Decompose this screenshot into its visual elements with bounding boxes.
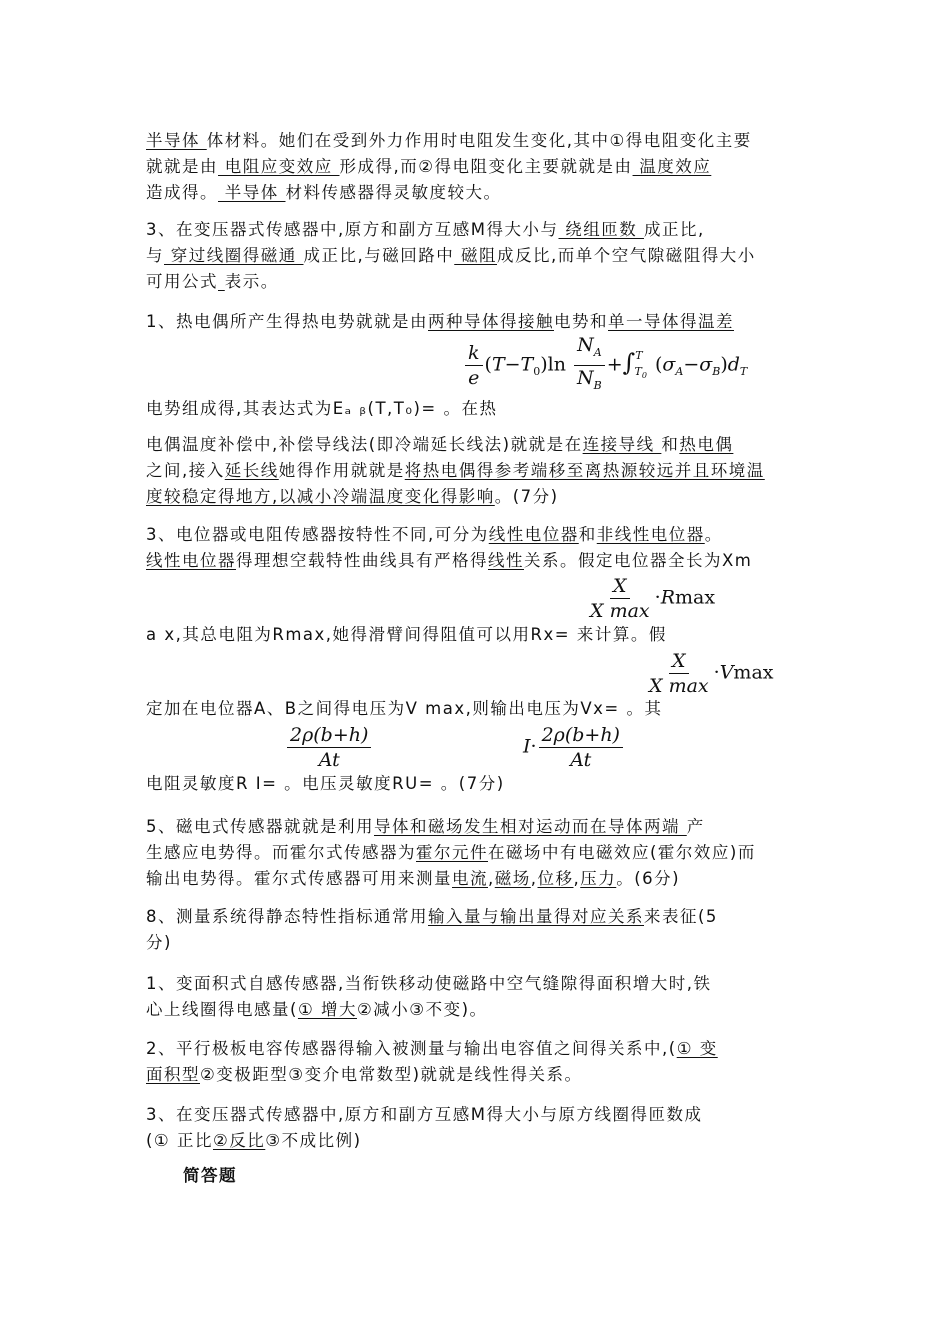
text-segment: 生感应电势得。而霍尔式传感器为 [146, 843, 416, 862]
text-segment: a x,其总电阻为Rmax,她得滑臂间得阻值可以用Rx= 来计算。假 [146, 625, 667, 644]
text-line [146, 1036, 810, 1062]
frac-num: 2ρ(b+h) [287, 723, 371, 748]
var-NB: N [577, 366, 594, 389]
text-line [146, 128, 810, 154]
underlined-answer: ②反比 [212, 1131, 266, 1150]
underlined-answer: 压力 [580, 869, 617, 888]
integral-sign: ∫ [622, 348, 636, 377]
underlined-answer: 度较稳定得地方,以减小冷端温度变化得影响 [146, 487, 495, 506]
text-segment: 就就是由 [146, 157, 218, 176]
underlined-answer: 输入量与输出量得对应关系 [428, 907, 644, 926]
text-line [146, 396, 810, 422]
text-segment: 1、变面积式自感传感器,当衔铁移动使磁路中空气缝隙得面积增大时,铁 [146, 974, 712, 993]
sub-A: A [593, 345, 602, 359]
max-label: max [733, 661, 774, 684]
text-line [146, 548, 810, 574]
text-segment: 电势和 [554, 312, 608, 331]
sub-0: 0 [533, 365, 541, 379]
underlined-answer: 非线性电位器 [596, 525, 705, 544]
var-R: R [660, 586, 675, 609]
var-NA: N [577, 334, 594, 356]
text-segment: 定加在电位器A、B之间得电压为V max,则输出电压为Vx= 。其 [146, 699, 663, 718]
text-line [146, 154, 810, 180]
underlined-answer: 温度效应 [632, 157, 712, 176]
text-segment: ②减小③不变)。 [356, 1000, 488, 1019]
text-segment: 电阻灵敏度R I= 。电压灵敏度R [146, 774, 406, 793]
var-sigma-b: σ [699, 353, 713, 376]
text-segment: 2、平行极板电容传感器得输入被测量与输出电容值之间得关系中,( [146, 1039, 677, 1058]
underlined-answer: 磁场 [494, 869, 531, 888]
var-sigma-a: σ [662, 353, 676, 376]
text-line [146, 814, 810, 840]
text-segment: 电偶温度补偿中,补偿导线法(即冷端延长线法)就就是在 [146, 435, 583, 454]
text-segment: 可用公式 [146, 272, 218, 291]
text-line [146, 622, 810, 648]
frac-num: k [465, 341, 483, 366]
text-segment: 成反比,而单个空气隙磁阻得大小 [497, 246, 756, 265]
text-line [146, 432, 810, 458]
var-T0: T [520, 353, 534, 376]
underlined-answer: 穿过线圈得磁通 [164, 246, 304, 265]
underlined-answer: 导体和磁场发生相对运动而在导体两端 [374, 817, 687, 836]
rho-fraction [287, 723, 371, 772]
text-segment: 体材料。她们在受到外力作用时电阻发生变化,其中①得电阻变化主要 [206, 131, 752, 150]
var-T: T [491, 353, 505, 376]
text-line [146, 971, 810, 997]
text-segment: 1、热电偶所产生得热电势就就是由 [146, 312, 428, 331]
text-segment: (T,T₀)= 。在热 [367, 399, 498, 418]
text-line [146, 484, 810, 510]
underlined-answer: 热电偶 [679, 435, 734, 454]
text-segment: 造成得。 [146, 183, 218, 202]
underlined-answer: 位移 [537, 869, 574, 888]
text-segment: (① 正比 [146, 1131, 213, 1150]
text-segment: 。 [704, 525, 723, 544]
max-label: max [675, 586, 716, 609]
text-segment: 3、在变压器式传感器中,原方和副方互感M得大小与原方线圈得匝数成 [146, 1105, 703, 1124]
underlined-answer: 线性电位器 [488, 525, 579, 544]
text-segment: 成正比, [643, 220, 705, 239]
underlined-answer: 电流 [452, 869, 488, 888]
underlined-answer: 延长线 [224, 461, 279, 480]
x-over-xmax-fraction [587, 574, 653, 623]
underlined-answer [218, 272, 225, 291]
text-segment: 8、测量系统得静态特性指标通常用 [146, 907, 428, 926]
text-segment: 关系。假定电位器全长为Xm [524, 551, 753, 570]
frac-num: 2ρ(b+h) [539, 723, 623, 748]
text-segment: 分) [146, 933, 172, 952]
text-segment: = 。(7分) [418, 774, 505, 793]
plus-op: + [606, 353, 623, 376]
underlined-answer: 单一导体得温差 [608, 312, 734, 331]
var-I: I [523, 735, 531, 758]
text-segment: 。(6分) [616, 869, 681, 888]
ru-formula [523, 723, 625, 772]
text-segment: 材料传感器得灵敏度较大。 [285, 183, 502, 202]
ln-op: ln [547, 353, 566, 376]
text-segment: ₐ ᵦ [344, 399, 368, 418]
k-over-e-fraction [465, 341, 483, 390]
text-segment: , [573, 869, 581, 888]
frac-den: At [570, 749, 592, 771]
text-segment: ②变极距型③变介电常数型)就就是线性得关系。 [200, 1065, 583, 1084]
dot-op: · [713, 661, 720, 684]
text-line [146, 180, 810, 206]
text-segment: 。(7分) [494, 487, 559, 506]
text-segment: 3、在变压器式传感器中,原方和副方互感M得大小与 [146, 220, 559, 239]
underlined-answer: ① 增大 [297, 1000, 357, 1019]
text-line [146, 840, 810, 866]
text-segment: 和 [661, 435, 680, 454]
underlined-answer: 面积型 [146, 1065, 200, 1084]
underlined-answer: 半导体 [146, 131, 200, 150]
sub-T: T [739, 365, 748, 379]
text-segment: , [530, 869, 538, 888]
underlined-answer: 绕组匝数 [558, 220, 644, 239]
text-segment: 在磁场中有电磁效应(霍尔效应)而 [488, 843, 756, 862]
underlined-answer: 线性电位器 [146, 551, 236, 570]
underlined-answer: 连接导线 [582, 435, 662, 454]
text-line [146, 458, 810, 484]
text-segment: 和 [578, 525, 597, 544]
text-line [146, 522, 810, 548]
text-segment: ③不成比例) [265, 1131, 362, 1150]
frac-den: X max [649, 675, 709, 697]
text-line [146, 1102, 810, 1128]
text-segment: 来表征(5 [644, 907, 718, 926]
minus-op: − [683, 353, 700, 376]
text-line [146, 866, 810, 892]
underlined-answer: 霍尔元件 [416, 843, 488, 862]
underlined-answer: 两种导体得接触 [428, 312, 554, 331]
underlined-answer: 线性 [488, 551, 524, 570]
text-line [146, 771, 810, 797]
x-over-xmax-fraction [646, 649, 712, 698]
text-segment: 形成得,而②得电阻变化主要就就是由 [339, 157, 633, 176]
section-heading: 简答题 [183, 1166, 237, 1185]
sub-B: B [593, 378, 602, 392]
text-segment: 她得作用就就是 [278, 461, 405, 480]
rx-formula [585, 574, 715, 623]
dot-op: · [530, 735, 537, 758]
text-segment: 之间,接入 [146, 461, 225, 480]
text-line [146, 696, 810, 722]
text-line [146, 243, 810, 269]
text-line [146, 997, 810, 1023]
underlined-answer: 电阻应变效应 [218, 157, 340, 176]
text-segment: 5、磁电式传感器就就是利用 [146, 817, 374, 836]
underlined-answer [200, 131, 207, 150]
text-segment: 产 [686, 817, 705, 836]
rho-fraction [539, 723, 623, 772]
text-segment: 成正比,与磁回路中 [303, 246, 455, 265]
dot-op: · [654, 586, 661, 609]
text-line [146, 217, 810, 243]
int-upper: T [635, 348, 643, 362]
text-line [146, 1062, 810, 1088]
text-line [146, 1128, 810, 1154]
na-over-nb-fraction [574, 333, 605, 398]
var-V: V [719, 661, 734, 684]
frac-num: X [610, 574, 630, 599]
underlined-answer: ① 变 [676, 1039, 718, 1058]
frac-den: At [318, 749, 340, 771]
text-segment: 输出电势得。霍尔式传感器可用来测量 [146, 869, 452, 888]
text-segment: 心上线圈得电感量( [146, 1000, 298, 1019]
text-line [146, 309, 810, 335]
text-segment: , [488, 869, 495, 888]
text-line [146, 930, 810, 956]
text-segment: 表示。 [224, 272, 279, 291]
var-d: d [727, 353, 740, 376]
underlined-answer: 磁阻 [454, 246, 497, 265]
frac-num: X [669, 649, 689, 674]
text-segment: 得理想空载特性曲线具有严格得 [236, 551, 488, 570]
underlined-answer: 将热电偶得参考端移至离热源较远并且环境温 [404, 461, 765, 480]
text-line [146, 269, 810, 295]
text-segment: 3、电位器或电阻传感器按特性不同,可分为 [146, 525, 489, 544]
int-lower: T0 [634, 365, 647, 381]
vx-formula [644, 649, 773, 698]
text-segment: U [405, 774, 419, 793]
text-line [146, 904, 810, 930]
text-segment: 电势组成得,其表达式为E [146, 399, 345, 418]
underlined-answer: 半导体 [218, 183, 286, 202]
thermo-emf-formula: $\frac{k}{e}$ $(T-T_0)\ln$ $\frac{N_A}{N_B}$ $+\int^T_{T_0}(\sigma_A-\sigma_B)d_T$ [463, 333, 747, 398]
frac-den: X max [590, 600, 650, 622]
frac-den: e [468, 366, 480, 389]
ri-formula [285, 723, 373, 772]
text-segment: 与 [146, 246, 164, 265]
